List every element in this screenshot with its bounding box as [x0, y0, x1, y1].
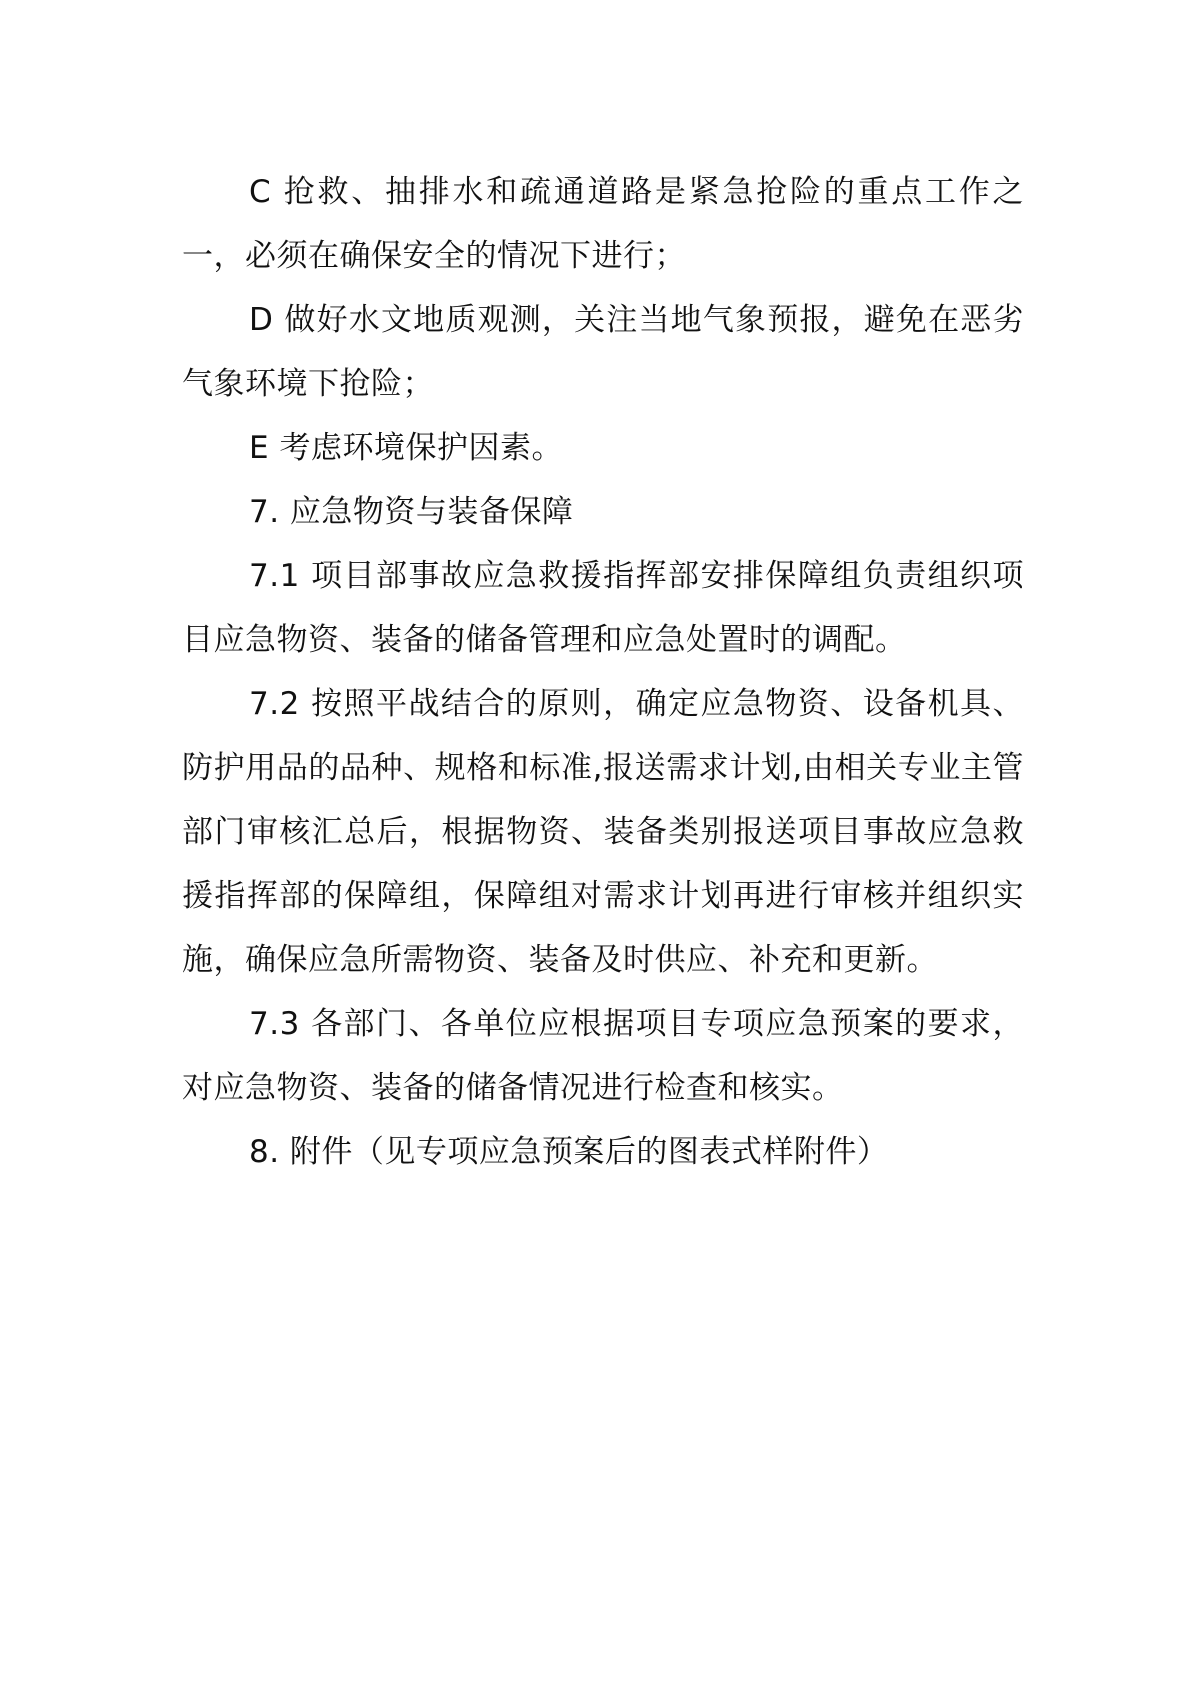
- section-heading-7: 7. 应急物资与装备保障: [249, 494, 574, 530]
- paragraph-7-2: 7.2 按照平战结合的原则，确定应急物资、设备机具、防护用品的品种、规格和标准,报送需求计划,由相关专业主管部门审核汇总后，根据物资、装备类别报送项目事故应急救援指挥部的保障组，保障组对需求计划再进行审核并组织实施，确保应急所需物资、装备及时供应、补充和更新。: [182, 686, 1024, 978]
- paragraph-7-3: 7.3 各部门、各单位应根据项目专项应急预案的要求，对应急物资、装备的储备情况进行检查和核实。: [182, 1006, 1024, 1106]
- paragraph-e-environment: E 考虑环境保护因素。: [249, 430, 563, 466]
- paragraph-d-observation: D 做好水文地质观测，关注当地气象预报，避免在恶劣气象环境下抢险；: [182, 302, 1024, 402]
- paragraph-7-1: 7.1 项目部事故应急救援指挥部安排保障组负责组织项目应急物资、装备的储备管理和应急处置时的调配。: [182, 558, 1024, 658]
- paragraph-c-rescue: C 抢救、抽排水和疏通道路是紧急抢险的重点工作之一，必须在确保安全的情况下进行；: [182, 174, 1024, 274]
- section-heading-8: 8. 附件（见专项应急预案后的图表式样附件）: [249, 1134, 889, 1170]
- document-body: [182, 160, 1024, 1184]
